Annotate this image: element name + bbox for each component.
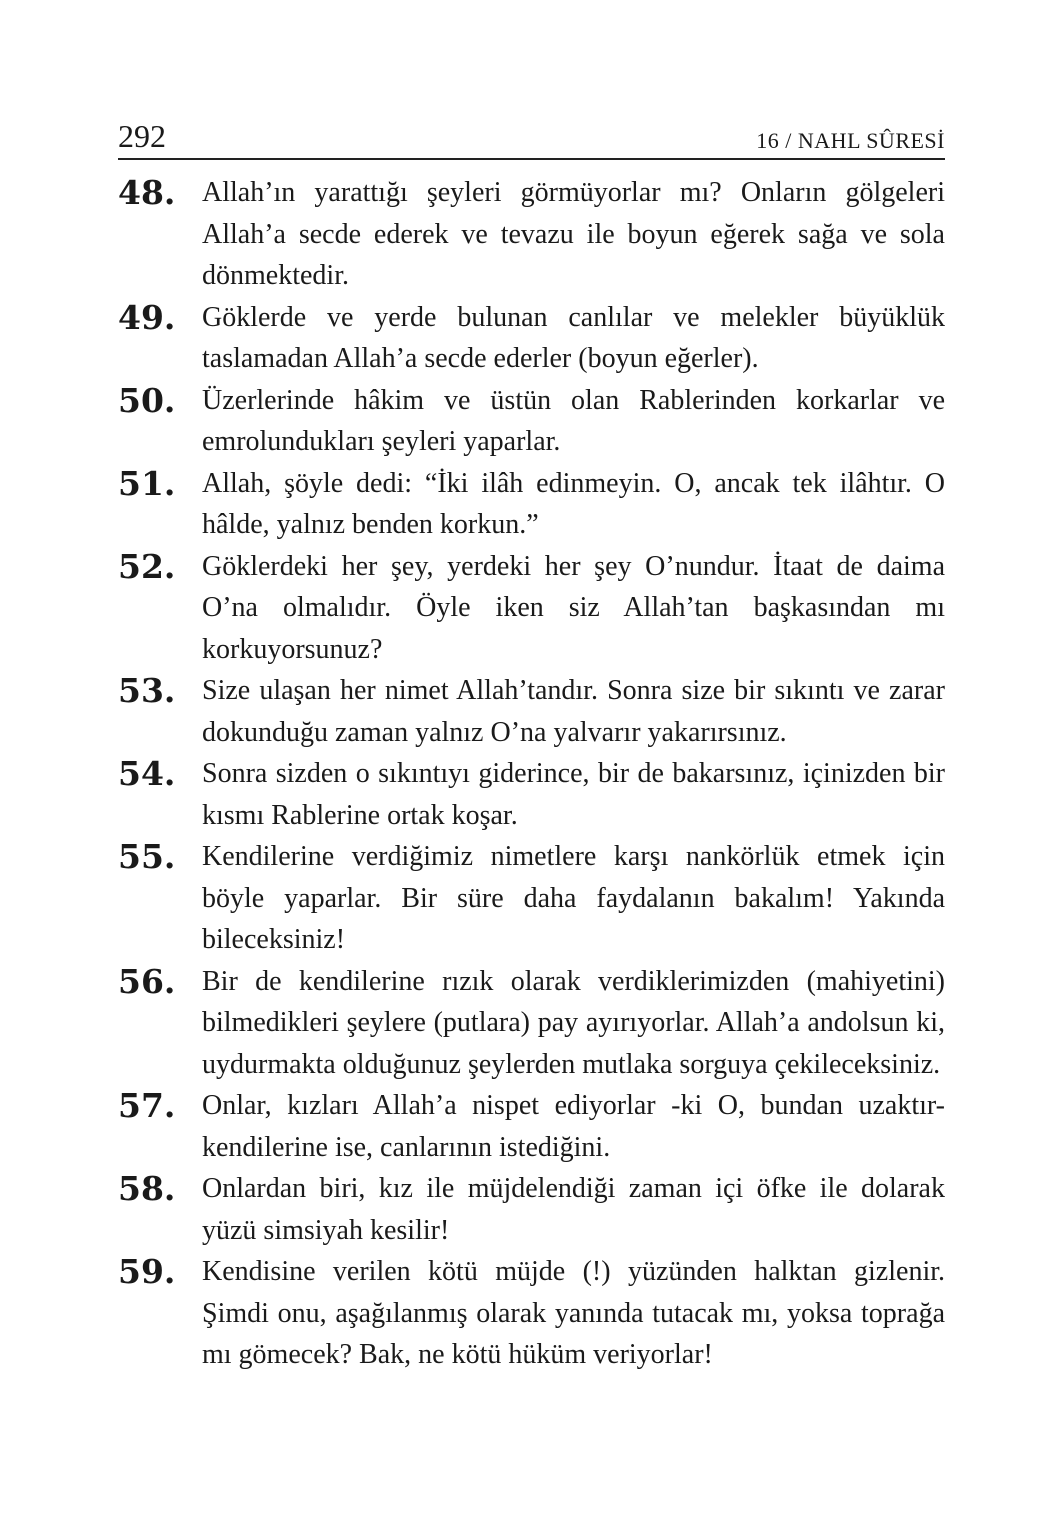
verse-53	[118, 670, 945, 753]
verse-58	[118, 1168, 945, 1251]
verse-number: 58.	[118, 1169, 176, 1208]
verse-text: Allah, şöyle dedi: “İki ilâh edinmeyin. O, ancak tek ilâhtır. O hâlde, yalnız benden korkun.”	[202, 467, 945, 540]
verse-number: 52.	[118, 546, 176, 586]
verse-number: 59.	[118, 1252, 176, 1291]
page-header	[118, 118, 945, 160]
verse-text: Sonra sizden o sıkıntıyı giderince, bir de bakarsınız, içinizden bir kısmı Rablerine ortak koşar.	[202, 758, 945, 831]
verse-number: 48.	[118, 173, 176, 212]
verse-text: Allah’ın yarattığı şeyleri görmüyorlar mı? Onların gölgeleri Allah’a secde ederek ve tevazu ile boyun eğerek sağa ve sola dönmektedir.	[202, 177, 945, 291]
verse-text: Size ulaşan her nimet Allah’tandır. Sonra size bir sıkıntı ve zarar dokunduğu zaman yalnız O’na yalvarır yakarırsınız.	[202, 675, 945, 748]
verse-text: Göklerdeki her şey, yerdeki her şey O’nundur. İtaat de daima O’na olmalıdır. Öyle iken siz Allah’tan başkasından mı korkuyorsunuz?	[202, 550, 945, 665]
verse-54	[118, 753, 945, 836]
verse-text: Onlardan biri, kız ile müjdelendiği zaman içi öfke ile dolarak yüzü simsiyah kesilir!	[202, 1173, 945, 1246]
verse-text: Kendilerine verdiğimiz nimetlere karşı nankörlük etmek için böyle yaparlar. Bir süre daha faydalanın bakalım! Yakında bileceksiniz!	[202, 841, 945, 955]
chapter-title: 16 / NAHL SÛRESİ	[756, 128, 945, 153]
verse-text: Üzerlerinde hâkim ve üstün olan Rablerinden korkarlar ve emrolundukları şeyleri yaparlar.	[202, 384, 945, 457]
verse-55	[118, 836, 945, 961]
verse-text: Bir de kendilerine rızık olarak verdiklerimizden (mahiyetini) bilmedikleri şeylere (putlara) pay ayırıyorlar. Allah’a andolsun ki, uydurmakta olduğunuz şeylerden mutlaka sorguya çekileceksiniz.	[202, 965, 945, 1080]
verse-52	[118, 546, 945, 671]
verse-number: 56.	[118, 961, 176, 1001]
verse-text: Göklerde ve yerde bulunan canlılar ve melekler büyüklük taslamadan Allah’a secde ederler (boyun eğerler).	[202, 301, 945, 374]
verse-number: 51.	[118, 463, 176, 503]
verse-56	[118, 961, 945, 1086]
verse-50	[118, 380, 945, 463]
page-number: 292	[118, 118, 166, 154]
verse-list	[118, 172, 945, 1376]
verse-57	[118, 1085, 945, 1168]
verse-number: 55.	[118, 837, 176, 876]
verse-59	[118, 1251, 945, 1376]
verse-48	[118, 172, 945, 297]
verse-number: 57.	[118, 1086, 176, 1125]
verse-number: 49.	[118, 297, 176, 337]
verse-number: 53.	[118, 671, 176, 710]
verse-text: Onlar, kızları Allah’a nispet ediyorlar -ki O, bundan uzaktır- kendilerine ise, canlarının istediğini.	[202, 1090, 945, 1163]
verse-number: 54.	[118, 754, 176, 793]
verse-number: 50.	[118, 380, 176, 420]
verse-51	[118, 463, 945, 546]
verse-49	[118, 297, 945, 380]
verse-text: Kendisine verilen kötü müjde (!) yüzünden halktan gizlenir. Şimdi onu, aşağılanmış olarak yanında tutacak mı, yoksa toprağa mı gömecek? Bak, ne kötü hüküm veriyorlar!	[202, 1256, 945, 1370]
